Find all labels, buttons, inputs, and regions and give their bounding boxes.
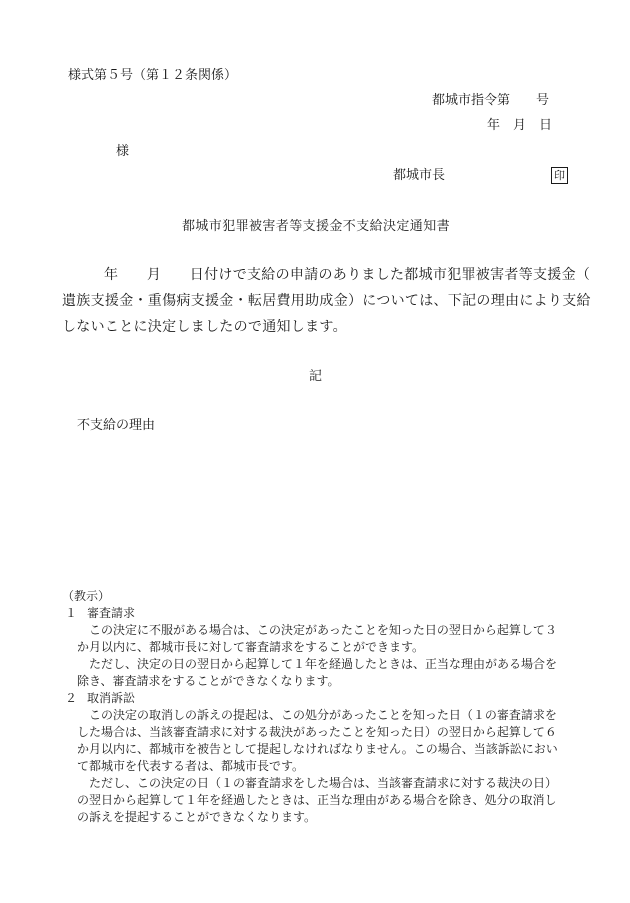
seal-box: 印	[551, 167, 568, 184]
section-2-para2-line3: の訴えを提起することができなくなります。	[77, 810, 317, 824]
section-2-para2-line2: の翌日から起算して１年を経過したときは、正当な理由がある場合を除き、処分の取消し	[77, 793, 557, 807]
section-2-para1-line2: した場合は、当該審査請求に対する裁決があったことを知った日）の翌日から起算して６	[77, 725, 557, 739]
section-1-para1-line2: か月以内に、都城市長に対して審査請求をすることができます。	[77, 640, 425, 654]
recipient-line: 様	[116, 144, 130, 159]
section-2-para1-line3: か月以内に、都城市を被告として提起しなければなりません。この場合、当該訴訟におい	[77, 742, 558, 756]
section-2-para1-line4: て都城市を代表する者は、都城市長です。	[77, 759, 305, 773]
instruction-heading: （教示）	[62, 589, 111, 603]
section-2-title: 取消訴訟	[87, 691, 136, 705]
section-1-para1-line1: この決定に不服がある場合は、この決定があったことを知った日の翌日から起算して３	[89, 623, 557, 637]
date-line: 年 月 日	[487, 118, 553, 133]
ki-heading: 記	[309, 369, 323, 384]
body-line-3: しないことに決定しましたので通知します。	[62, 319, 347, 335]
form-label: 様式第５号（第１２条関係）	[68, 68, 238, 83]
document-title: 都城市犯罪被害者等支援金不支給決定通知書	[182, 219, 451, 234]
body-line-2: 遺族支援金・重傷病支援金・転居費用助成金）については、下記の理由により支給	[62, 293, 591, 309]
section-1-number: １	[65, 606, 78, 620]
reason-label: 不支給の理由	[77, 418, 156, 433]
reference-number: 都城市指令第 号	[432, 93, 550, 108]
section-2-para2-line1: ただし、この決定の日（１の審査請求をした場合は、当該審査請求に対する裁決の日）	[89, 776, 558, 790]
section-2-number: ２	[65, 691, 78, 705]
section-2-para1-line1: この決定の取消しの訴えの提起は、この処分があったことを知った日（１の審査請求を	[89, 708, 557, 722]
sender-name: 都城市長	[393, 168, 446, 183]
section-1-title: 審査請求	[87, 606, 136, 620]
body-line-1: 年 月 日付けで支給の申請のありました都城市犯罪被害者等支援金（	[104, 267, 591, 283]
section-1-para2-line1: ただし、決定の日の翌日から起算して１年を経過したときは、正当な理由がある場合を	[89, 657, 558, 671]
section-1-para2-line2: 除き、審査請求をすることができなくなります。	[77, 674, 340, 688]
